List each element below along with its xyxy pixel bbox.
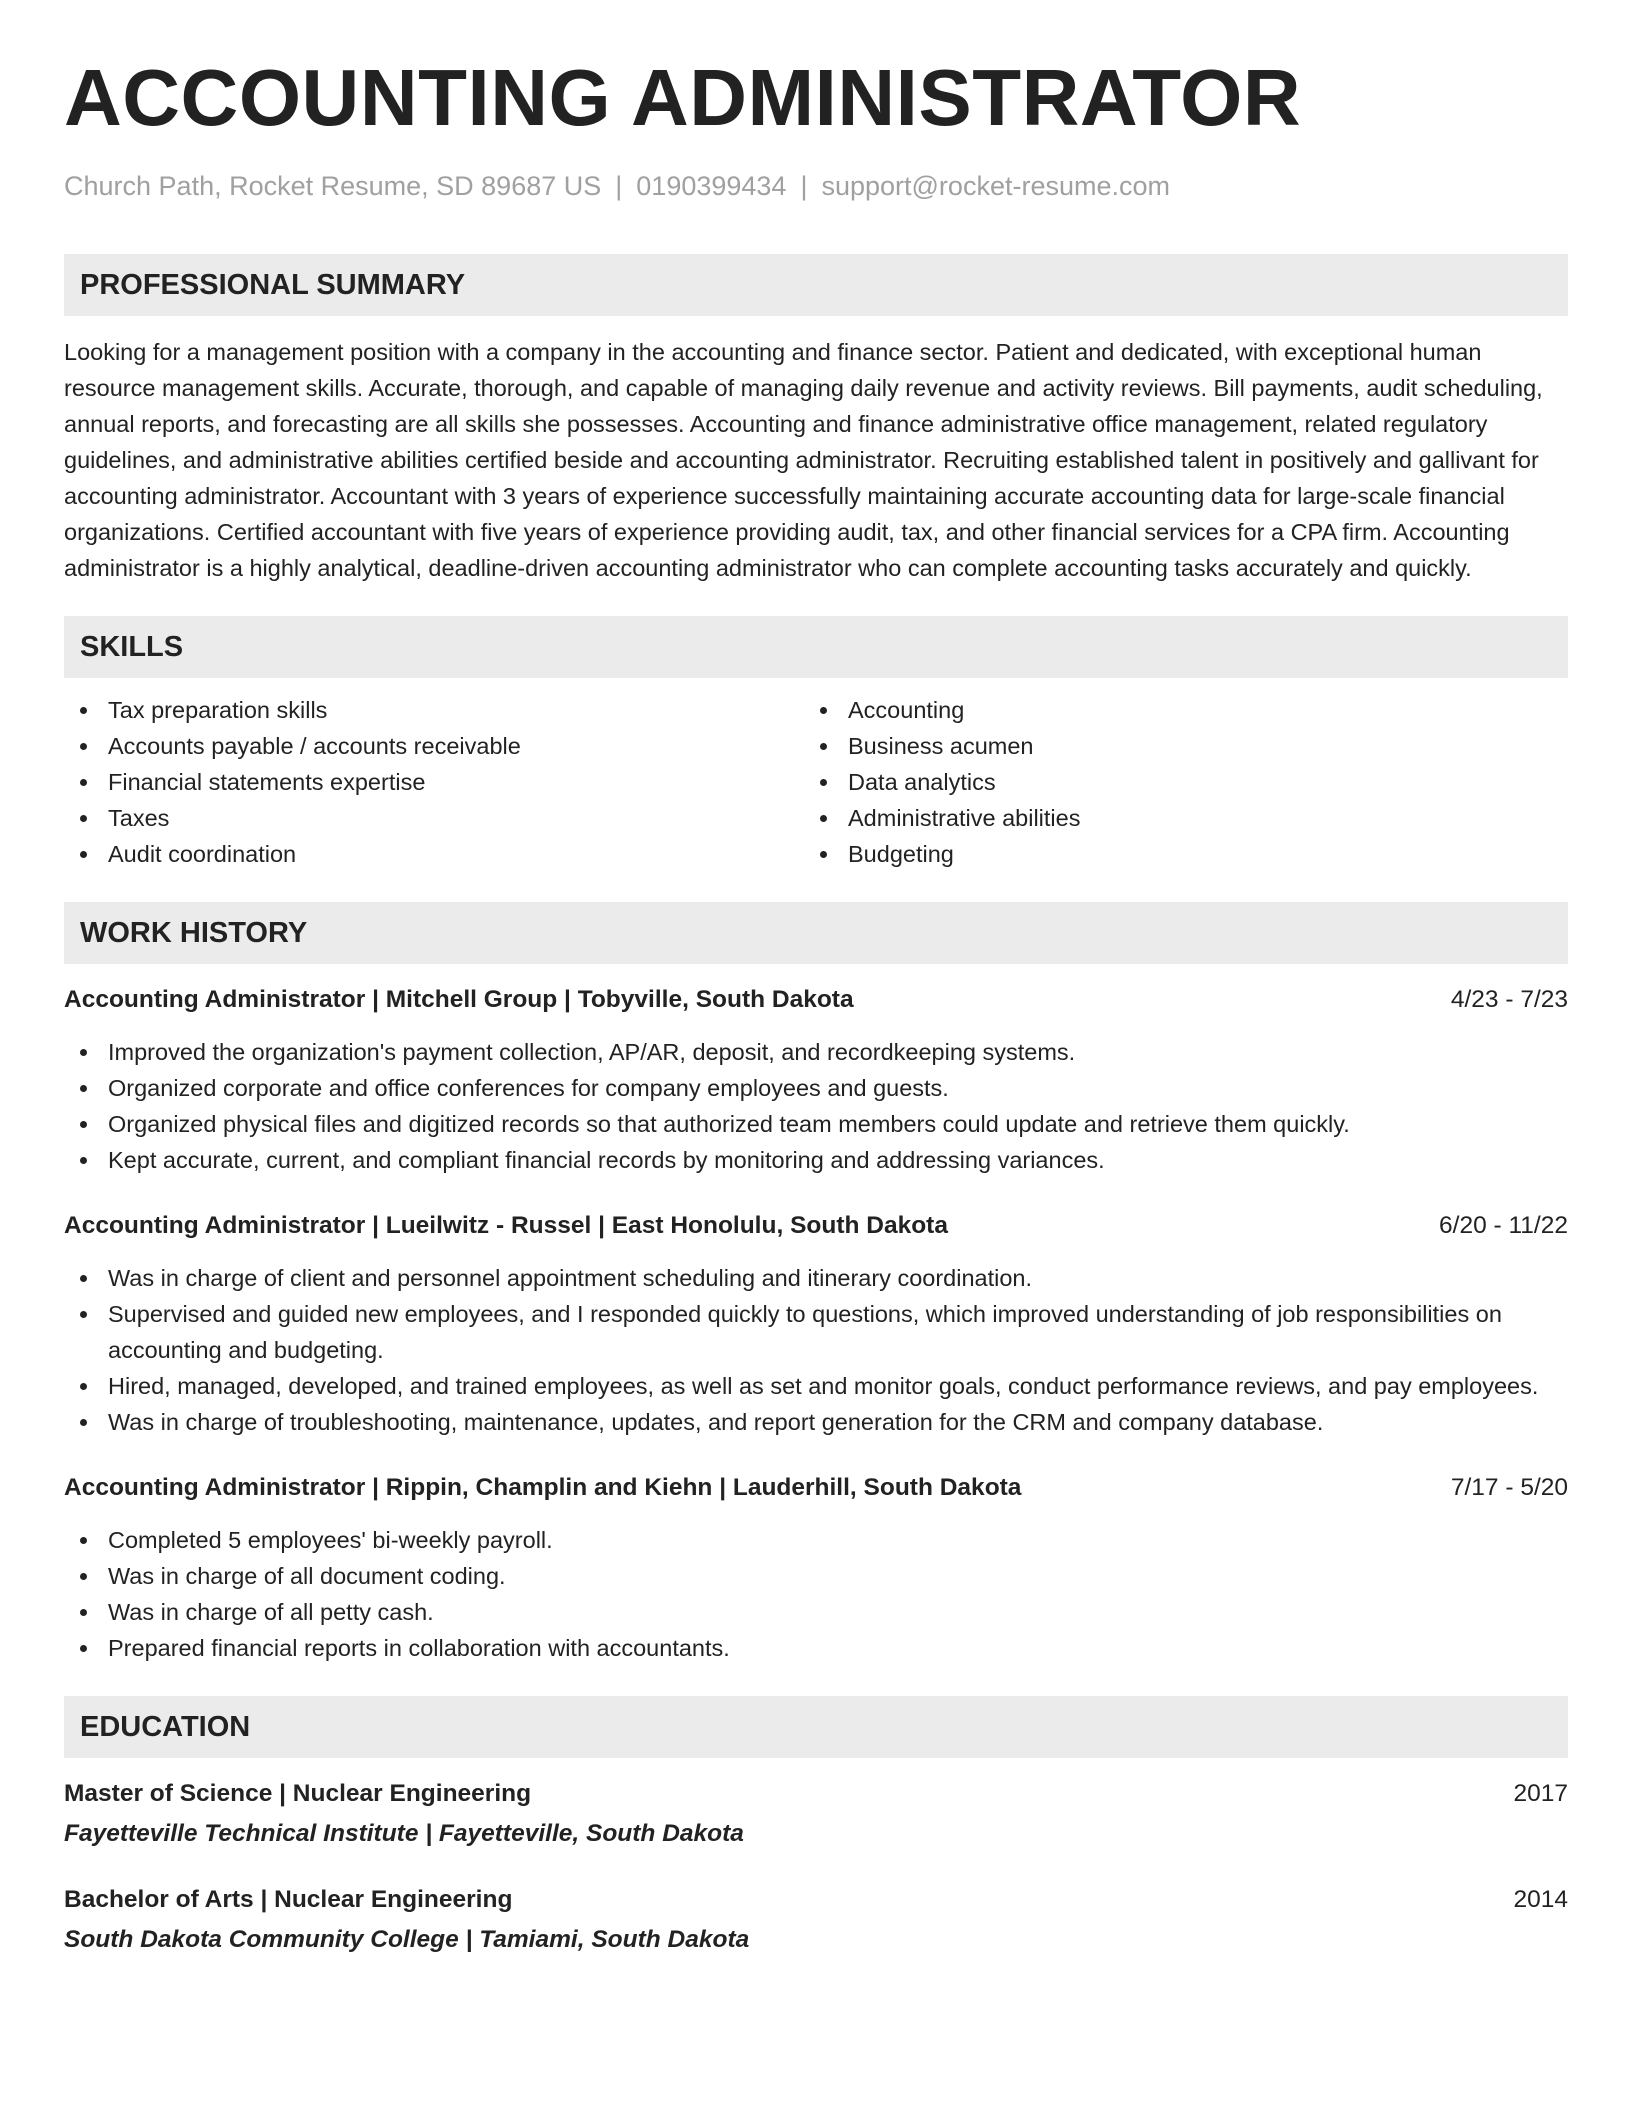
job-header (64, 1208, 1568, 1244)
education-entry (64, 1776, 1568, 1852)
job-entry (64, 1470, 1568, 1666)
skill-item: Tax preparation skills (64, 692, 804, 728)
job-bullet: Organized corporate and office conferences for company employees and guests. (64, 1070, 1568, 1106)
job-dates: 7/17 - 5/20 (1450, 1474, 1568, 1502)
job-bullet: Organized physical files and digitized records so that authorized team members could update and retrieve them quickly. (64, 1106, 1568, 1142)
job-bullet: Prepared financial reports in collaboration with accountants. (64, 1630, 1568, 1666)
job-entry (64, 982, 1568, 1178)
job-title: Accounting Administrator | Lueilwitz - Russel | East Honolulu, South Dakota (64, 1212, 948, 1240)
job-dates: 4/23 - 7/23 (1450, 986, 1568, 1014)
job-bullet: Was in charge of all petty cash. (64, 1594, 1568, 1630)
skills-column-left (64, 692, 804, 872)
section-header-work: WORK HISTORY (64, 902, 1568, 964)
contact-phone: 0190399434 (636, 171, 787, 201)
job-bullet: Completed 5 employees' bi-weekly payroll. (64, 1522, 1568, 1558)
education-school: Fayetteville Technical Institute | Fayetteville, South Dakota (64, 1820, 744, 1848)
contact-separator: | (800, 171, 808, 201)
job-bullet: Hired, managed, developed, and trained employees, as well as set and monitor goals, conduct performance reviews, and pay employees. (64, 1368, 1568, 1404)
job-bullet: Was in charge of troubleshooting, maintenance, updates, and report generation for the CRM and company database. (64, 1404, 1568, 1440)
job-bullets (64, 1034, 1568, 1178)
skill-item: Business acumen (804, 728, 1544, 764)
contact-separator: | (615, 171, 623, 201)
job-entry (64, 1208, 1568, 1440)
skill-item: Accounting (804, 692, 1544, 728)
contact-line (64, 170, 1568, 202)
job-bullets (64, 1260, 1568, 1440)
section-header-education: EDUCATION (64, 1696, 1568, 1758)
job-bullet: Was in charge of all document coding. (64, 1558, 1568, 1594)
job-bullet: Was in charge of client and personnel appointment scheduling and itinerary coordination. (64, 1260, 1568, 1296)
job-header (64, 982, 1568, 1018)
job-dates: 6/20 - 11/22 (1439, 1212, 1568, 1240)
resume-name: ACCOUNTING ADMINISTRATOR (64, 53, 1302, 142)
summary-text: Looking for a management position with a company in the accounting and finance sector. Patient and dedicated, with exceptional human resource management skills. Accurate, thorough, and capable of managing daily revenue and activity reviews. Bill payments, audit scheduling, annual reports, and forecasting are all skills she possesses. Accounting and finance administrative office management, related regulatory guidelines, and administrative abilities certified beside and accounting administrator. Recruiting established talent in positively and gallivant for accounting administrator. Accountant with 3 years of experience successfully maintaining accurate accounting data for large-scale financial organizations. Certified accountant with five years of experience providing audit, tax, and other financial services for a CPA firm. Accounting administrator is a highly analytical, deadline-driven accounting administrator who can complete accounting tasks accurately and quickly. (64, 339, 1543, 582)
education-header (64, 1882, 1568, 1918)
skills-column-right (804, 692, 1544, 872)
skill-item: Financial statements expertise (64, 764, 804, 800)
contact-address: Church Path, Rocket Resume, SD 89687 US (64, 171, 602, 201)
contact-email[interactable]: support@rocket-resume.com (821, 171, 1170, 201)
job-title: Accounting Administrator | Rippin, Champlin and Kiehn | Lauderhill, South Dakota (64, 1474, 1022, 1502)
job-title: Accounting Administrator | Mitchell Group | Tobyville, South Dakota (64, 986, 854, 1014)
education-school: South Dakota Community College | Tamiami, South Dakota (64, 1926, 750, 1954)
education-degree: Master of Science | Nuclear Engineering (64, 1780, 532, 1808)
job-bullets (64, 1522, 1568, 1666)
skill-item: Data analytics (804, 764, 1544, 800)
education-degree: Bachelor of Arts | Nuclear Engineering (64, 1886, 513, 1914)
section-header-skills: SKILLS (64, 616, 1568, 678)
education-year: 2017 (1513, 1780, 1568, 1808)
education-entry (64, 1882, 1568, 1958)
section-header-summary: PROFESSIONAL SUMMARY (64, 254, 1568, 316)
job-header (64, 1470, 1568, 1506)
education-header (64, 1776, 1568, 1812)
skill-item: Administrative abilities (804, 800, 1544, 836)
job-bullet: Kept accurate, current, and compliant financial records by monitoring and addressing variances. (64, 1142, 1568, 1178)
job-bullet: Supervised and guided new employees, and I responded quickly to questions, which improved understanding of job responsibilities on accounting and budgeting. (64, 1296, 1568, 1368)
skill-item: Audit coordination (64, 836, 804, 872)
education-year: 2014 (1513, 1886, 1568, 1914)
skills-list (64, 692, 1568, 872)
job-bullet: Improved the organization's payment collection, AP/AR, deposit, and recordkeeping systems. (64, 1034, 1568, 1070)
skill-item: Budgeting (804, 836, 1544, 872)
skill-item: Taxes (64, 800, 804, 836)
skill-item: Accounts payable / accounts receivable (64, 728, 804, 764)
